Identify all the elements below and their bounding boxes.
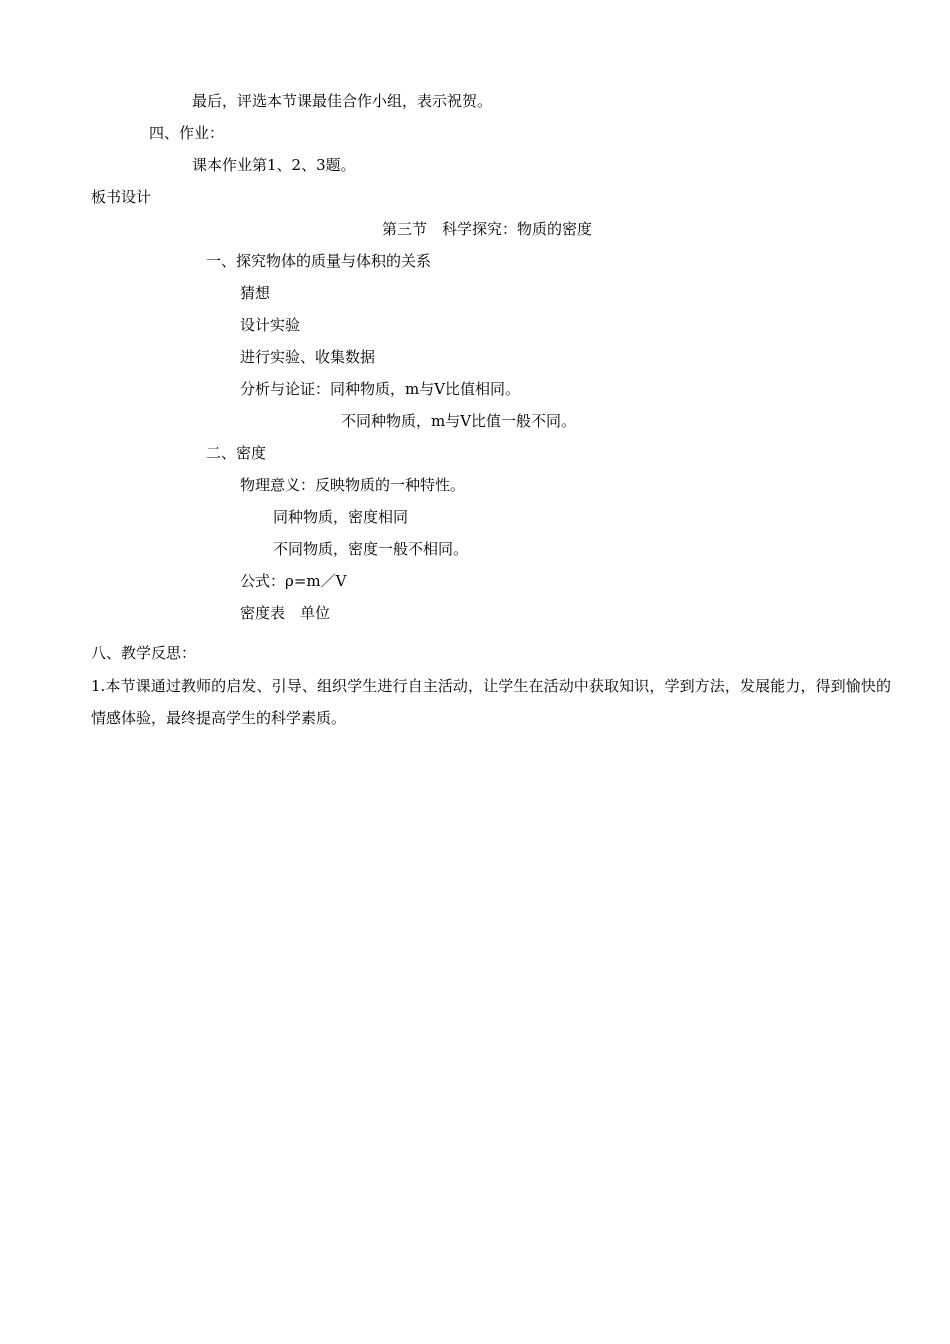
density-formula: 公式：ρ=m／V — [240, 572, 347, 590]
part-1-continuation: 不同种物质，m与V比值一般不同。 — [341, 412, 577, 430]
reflection-paragraph: 1.本节课通过教师的启发、引导、组织学生进行自主活动，让学生在活动中获取知识，学到方法，发展能力，得到愉快的情感体验，最终提高学生的科学素质。 — [91, 677, 891, 727]
physical-meaning: 物理意义：反映物质的一种特性。 — [240, 476, 466, 494]
meaning-sub-item: 同种物质，密度相同 — [273, 508, 409, 526]
section-8-heading: 八、教学反思： — [91, 644, 197, 662]
part-1-item: 分析与论证：同种物质，m与V比值相同。 — [240, 380, 521, 398]
density-table-units: 密度表 单位 — [240, 604, 331, 622]
part-2-heading: 二、密度 — [206, 444, 267, 462]
part-1-item: 猜想 — [240, 284, 271, 302]
homework-text: 课本作业第1、2、3题。 — [192, 156, 356, 174]
part-1-heading: 一、探究物体的质量与体积的关系 — [206, 252, 432, 270]
part-1-item: 进行实验、收集数据 — [240, 348, 376, 366]
board-design-label: 板书设计 — [91, 188, 152, 206]
meaning-sub-item: 不同物质，密度一般不相同。 — [273, 540, 469, 558]
part-1-item: 设计实验 — [240, 316, 301, 334]
section-4-heading: 四、作业： — [149, 124, 225, 142]
closing-remark: 最后，评选本节课最佳合作小组，表示祝贺。 — [192, 92, 493, 110]
board-title: 第三节 科学探究：物质的密度 — [382, 220, 593, 238]
